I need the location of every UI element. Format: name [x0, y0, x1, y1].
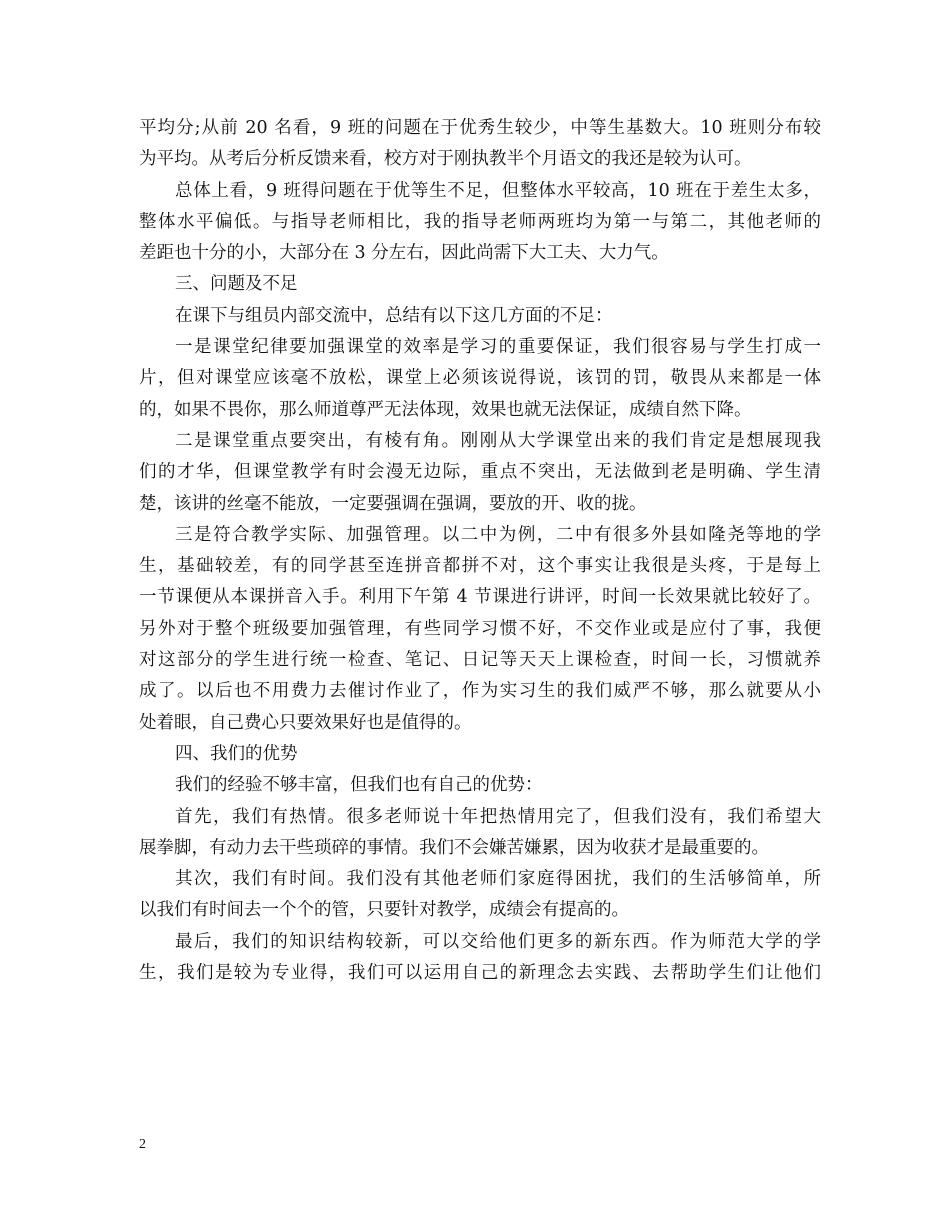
- text-line: 以我们有时间去一个个的管，只要针对教学，成绩会有提高的。: [139, 900, 629, 921]
- text-line: 其次，我们有时间。我们没有其他老师们家庭得困扰，我们的生活够简单，所: [175, 869, 821, 890]
- text-line: 最后，我们的知识结构较新，可以交给他们更多的新东西。作为师范大学的学: [175, 931, 821, 952]
- text-line: 一是课堂纪律要加强课堂的效率是学习的重要保证，我们很容易与学生打成一: [175, 337, 821, 358]
- text-line: 楚，该讲的丝毫不能放，一定要强调在强调，要放的开、收的拢。: [139, 493, 647, 514]
- text-line: 四、我们的优势: [175, 743, 298, 764]
- text-line: 一节课便从本课拼音入手。利用下午第 4 节课进行讲评，时间一长效果就比较好了。: [139, 587, 821, 608]
- text-line: 平均分;从前 20 名看，9 班的问题在于优秀生较少，中等生基数大。10 班则分布较: [139, 118, 821, 138]
- text-line: 差距也十分的小，大部分在 3 分左右，因此尚需下大工夫、大力气。: [139, 243, 669, 264]
- text-line: 在课下与组员内部交流中，总结有以下这几方面的不足：: [175, 305, 613, 326]
- text-line: 对这部分的学生进行统一检查、笔记、日记等天天上课检查，时间一长，习惯就养: [139, 650, 821, 671]
- text-line: 成了。以后也不用费力去催讨作业了，作为实习生的我们威严不够，那么就要从小: [139, 681, 821, 702]
- text-line: 首先，我们有热情。很多老师说十年把热情用完了，但我们没有，我们希望大: [175, 806, 821, 827]
- text-line: 三是符合教学实际、加强管理。以二中为例，二中有很多外县如隆尧等地的学: [175, 524, 821, 545]
- text-line: 整体水平偏低。与指导老师相比，我的指导老师两班均为第一与第二，其他老师的: [139, 211, 821, 232]
- text-line: 二是课堂重点要突出，有棱有角。刚刚从大学课堂出来的我们肯定是想展现我: [175, 430, 821, 451]
- text-line: 总体上看，9 班得问题在于优等生不足，但整体水平较高，10 班在于差生太多，: [175, 180, 821, 201]
- text-line: 为平均。从考后分析反馈来看，校方对于刚执教半个月语文的我还是较为认可。: [139, 149, 752, 170]
- text-line: 的，如果不畏你，那么师道尊严无法体现，效果也就无法保证，成绩自然下降。: [139, 399, 752, 420]
- text-line: 生，我们是较为专业得，我们可以运用自己的新理念去实践、去帮助学生们让他们: [139, 963, 821, 984]
- text-line: 片，但对课堂应该毫不放松，课堂上必须该说得说，该罚的罚，敬畏从来都是一体: [139, 368, 821, 389]
- text-line: 三、问题及不足: [175, 274, 298, 295]
- text-line: 我们的经验不够丰富，但我们也有自己的优势：: [175, 775, 543, 796]
- text-line: 另外对于整个班级要加强管理，有些同学习惯不好，不交作业或是应付了事，我便: [139, 618, 821, 639]
- document-body: [139, 113, 821, 989]
- text-line: 展拳脚，有动力去干些琐碎的事情。我们不会嫌苦嫌累，因为收获才是最重要的。: [139, 837, 769, 858]
- text-line: 们的才华，但课堂教学有时会漫无边际，重点不突出，无法做到老是明确、学生清: [139, 462, 821, 483]
- text-line: 处着眼，自己费心只要效果好也是值得的。: [139, 712, 472, 733]
- text-line: 生，基础较差，有的同学甚至连拼音都拼不对，这个事实让我很是头疼，于是每上: [139, 556, 821, 577]
- page-number: 2: [139, 1137, 146, 1152]
